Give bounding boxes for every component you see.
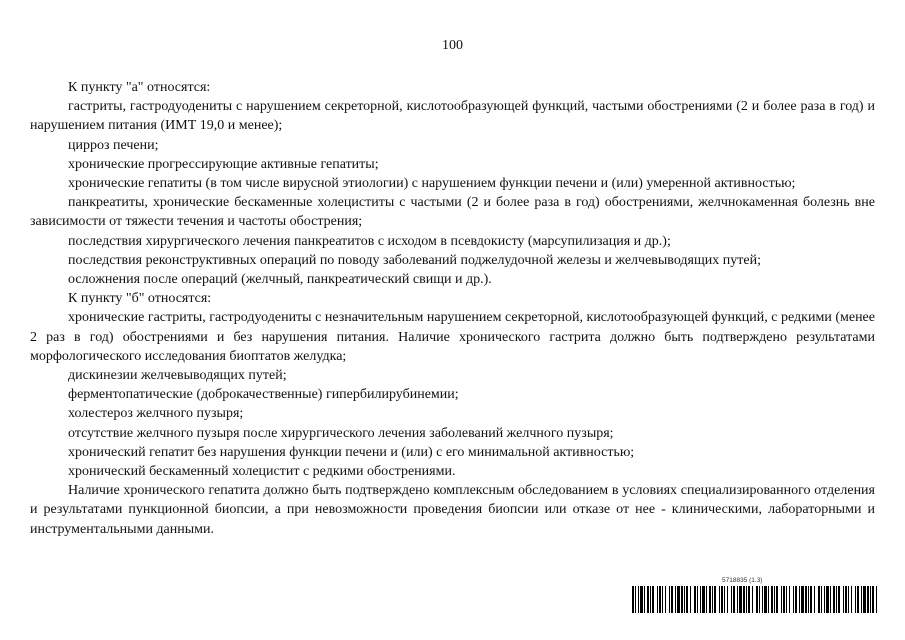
paragraph-dyskinesia: дискинезии желчевыводящих путей; <box>68 368 287 384</box>
paragraph-pancreatitis: панкреатиты, хронические бескаменные холециститы с частыми (2 и более раза в год) обострениями, желчнокаменная болезнь вне зависимости от тяжести течения и частоты обострения; <box>30 195 875 230</box>
paragraph-no-gallbladder: отсутствие желчного пузыря после хирургического лечения заболеваний желчного пузыря; <box>68 425 614 441</box>
paragraph-cirrhosis: цирроз печени; <box>68 137 159 153</box>
paragraph-b-heading: К пункту "б" относятся: <box>68 291 212 307</box>
paragraph-chronic-hepatitis: хронические гепатиты (в том числе вирусной этиологии) с нарушением функции печени и (или) умеренной активностью; <box>68 176 796 192</box>
paragraph-active-hepatitis: хронические прогрессирующие активные гепатиты; <box>68 156 379 172</box>
paragraph-surgery-consequences: последствия хирургического лечения панкреатитов с исходом в псевдокисту (марсупилизация и др.); <box>68 233 671 249</box>
paragraph-hyperbilirubinemia: ферментопатические (доброкачественные) гипербилирубинемии; <box>68 387 459 403</box>
paragraph-gastritis-severe: гастриты, гастродуодениты с нарушением секреторной, кислотообразующей функций, частыми обострениями (2 и более раза в год) и нарушением питания (ИМТ 19,0 и менее); <box>30 99 875 134</box>
barcode <box>632 577 878 617</box>
paragraph-complications: осложнения после операций (желчный, панкреатический свищи и др.). <box>68 272 492 288</box>
paragraph-gastritis-mild: хронические гастриты, гастродуодениты с незначительным нарушением секреторной, кислотообразующей функций, с редкими (менее 2 раз в год) обострениями и без нарушения питания. Наличие хронического гастрита должно быть подтверждено результатами морфологического исследования биоптатов желудка; <box>30 310 875 364</box>
paragraph-cholecystitis: хронический бескаменный холецистит с редкими обострениями. <box>68 464 456 480</box>
paragraph-cholesterosis: холестероз желчного пузыря; <box>68 406 244 422</box>
paragraph-minimal-hepatitis: хронический гепатит без нарушения функции печени и (или) с его минимальной активностью; <box>68 444 635 460</box>
paragraph-a-heading: К пункту "а" относятся: <box>68 80 211 95</box>
paragraph-confirmation: Наличие хронического гепатита должно быть подтверждено комплексным обследованием в условиях специализированного отделения и результатами пункционной биопсии, а при невозможности проведения биопсии или отказе от нее - клиническими, лабораторными и инструментальными данными. <box>30 483 875 537</box>
paragraph-reconstructive-surgery: последствия реконструктивных операций по поводу заболеваний поджелудочной железы и желчевыводящих путей; <box>68 252 761 268</box>
page-number: 100 <box>442 38 463 53</box>
barcode-caption: 5718835 (1.3) <box>722 577 763 584</box>
document-body <box>30 78 875 539</box>
barcode-bars <box>632 586 878 613</box>
